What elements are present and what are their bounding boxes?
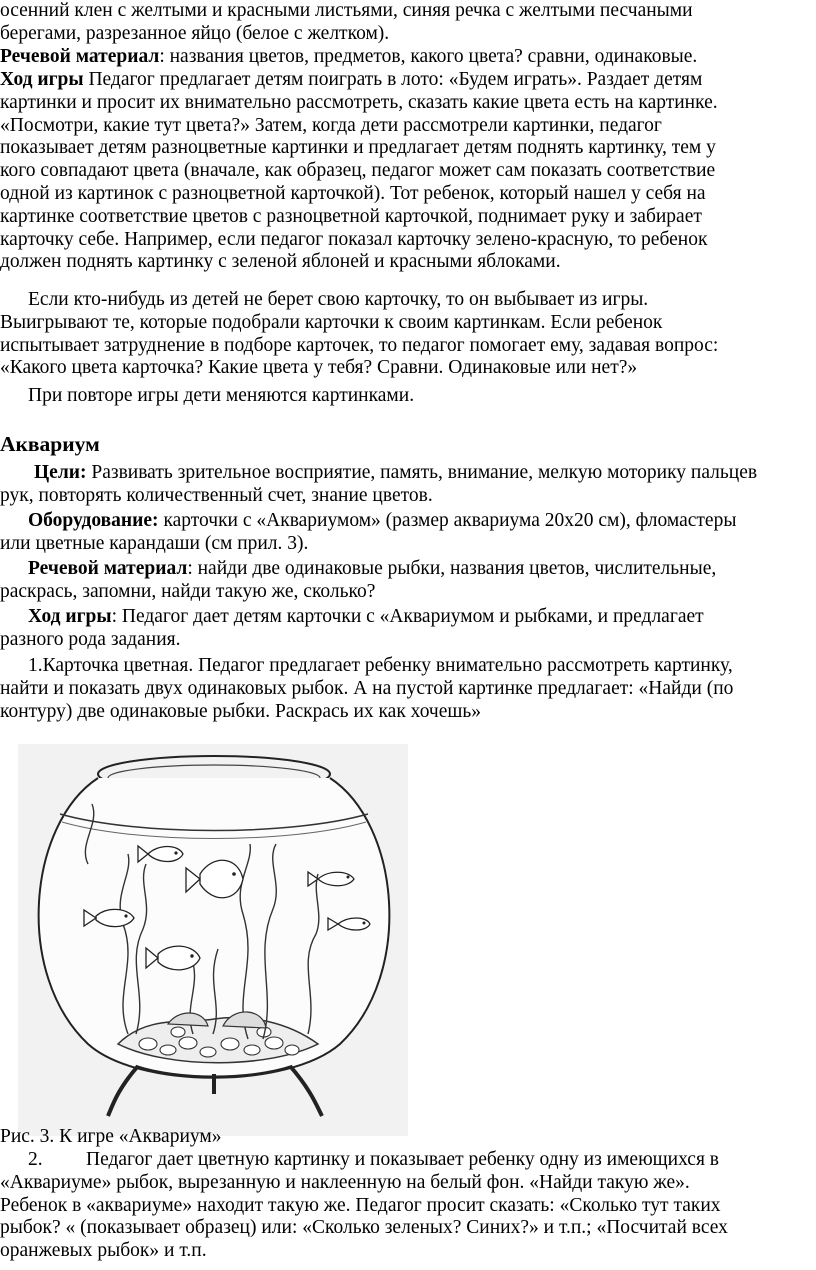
bold-label: Оборудование: — [28, 510, 159, 531]
task-1-paragraph — [0, 655, 733, 723]
bold-label: Речевой материал — [28, 558, 188, 579]
text-line: «Посмотри, какие тут цвета?» Затем, когда дети рассмотрели картинки, педагог — [0, 114, 662, 136]
bold-label: Речевой материал — [0, 46, 160, 67]
text-fragment: Педагог предлагает детям поиграть в лото: «Будем играть». Раздает детям — [83, 69, 703, 90]
text-line: картинки и просит их внимательно рассмотреть, сказать какие цвета есть на картинке. — [0, 91, 718, 113]
text-line: 1.Карточка цветная. Педагог предлагает ребенку внимательно рассмотреть картинку, — [28, 655, 733, 676]
aquarium-drawing — [18, 744, 408, 1136]
text-line — [0, 558, 716, 581]
speech-material-2-paragraph — [0, 558, 716, 604]
game-course-paragraph — [0, 69, 718, 274]
task-2-paragraph — [0, 1149, 728, 1263]
text-line — [0, 46, 697, 69]
text-line: осенний клен с желтыми и красными листьями, синяя речка с желтыми песчаными — [0, 0, 693, 21]
text-fragment: Педагог дает цветную картинку и показывает ребенку одну из имеющихся в — [86, 1149, 719, 1170]
text-line — [0, 69, 718, 92]
bold-label: Ход игры — [0, 69, 84, 90]
text-line: должен поднять картинку с зеленой яблоней и красными яблоками. — [0, 251, 561, 273]
game-course-2-paragraph — [0, 606, 704, 652]
text-line — [0, 1149, 728, 1172]
text-line: контуру) две одинаковые рыбки. Раскрась их как хочешь» — [0, 700, 482, 722]
text-line: одной из картинок с разноцветной карточкой). Тот ребенок, который нашел у себя на — [0, 182, 706, 204]
text-line: рыбок? « (показывает образец) или: «Сколько зеленых? Синих?» и т.п.; «Посчитай всех — [0, 1217, 728, 1239]
bold-label: Ход игры — [28, 606, 112, 627]
text-line: или цветные карандаши (см прил. 3). — [0, 532, 309, 554]
text-fragment: карточки с «Аквариумом» (размер аквариума 20х20 см), фломастеры — [158, 510, 737, 531]
text-line: оранжевых рыбок» и т.п. — [0, 1240, 207, 1262]
speech-material-paragraph — [0, 46, 697, 69]
figure-caption-block — [0, 1126, 221, 1149]
aquarium-illustration — [18, 744, 408, 1136]
text-line: Ребенок в «аквариуме» находит такую же. Педагог просит сказать: «Сколько тут таких — [0, 1194, 721, 1216]
text-line: испытывает затруднение в подборе карточек, то педагог помогает ему, задавая вопрос: — [0, 334, 719, 356]
text-line: «Аквариуме» рыбок, вырезанную и наклеенную на белый фон. «Найди такую же». — [0, 1171, 690, 1193]
text-fragment: : Педагог дает детям карточки с «Аквариумом и рыбками, и предлагает — [111, 606, 704, 627]
text-line: раскрась, запомни, найди такую же, сколько? — [0, 580, 376, 602]
text-line: карточку себе. Например, если педагог показал карточку зелено-красную, то ребенок — [0, 228, 708, 250]
text-line: «Какого цвета карточка? Какие цвета у тебя? Сравни. Одинаковые или нет?» — [0, 357, 638, 379]
figure-caption: Рис. 3. К игре «Аквариум» — [0, 1126, 222, 1147]
text-line: найти и показать двух одинаковых рыбок. А на пустой картинке предлагает: «Найди (по — [0, 677, 734, 699]
rules-paragraph — [0, 289, 718, 380]
section-heading — [0, 432, 100, 457]
text-line: берегами, разрезанное яйцо (белое с желтком). — [0, 22, 390, 44]
text-line: При повторе игры дети меняются картинками. — [28, 385, 415, 406]
goals-paragraph — [0, 462, 757, 508]
text-line — [0, 606, 704, 629]
text-fragment: Развивать зрительное восприятие, память, внимание, мелкую моторику пальцев — [86, 462, 758, 483]
text-line: разного рода задания. — [0, 628, 181, 650]
text-line — [0, 510, 736, 533]
text-line: картинке соответствие цветов с разноцветной карточкой, поднимает руку и забирает — [0, 205, 702, 227]
bold-label: Цели: — [34, 462, 87, 483]
text-line — [0, 462, 757, 485]
intro-paragraph — [0, 0, 693, 46]
text-line: показывает детям разноцветные картинки и предлагает детям поднять картинку, тем у — [0, 137, 716, 159]
repeat-paragraph — [0, 385, 414, 408]
text-line: рук, повторять количественный счет, знание цветов. — [0, 484, 433, 506]
text-line: Если кто-нибудь из детей не берет свою карточку, то он выбывает из игры. — [28, 289, 649, 310]
text-line: кого совпадают цвета (вначале, как образец, педагог может сам показать соответствие — [0, 160, 716, 182]
text-fragment: : найди две одинаковые рыбки, названия цветов, числительные, — [187, 558, 717, 579]
list-number: 2. — [28, 1149, 43, 1170]
equipment-paragraph — [0, 510, 736, 556]
text-line: Выигрывают те, которые подобрали карточки к своим картинкам. Если ребенок — [0, 311, 663, 333]
text-fragment: : названия цветов, предметов, какого цвета? сравни, одинаковые. — [159, 46, 698, 67]
section-title: Аквариум — [0, 432, 100, 456]
